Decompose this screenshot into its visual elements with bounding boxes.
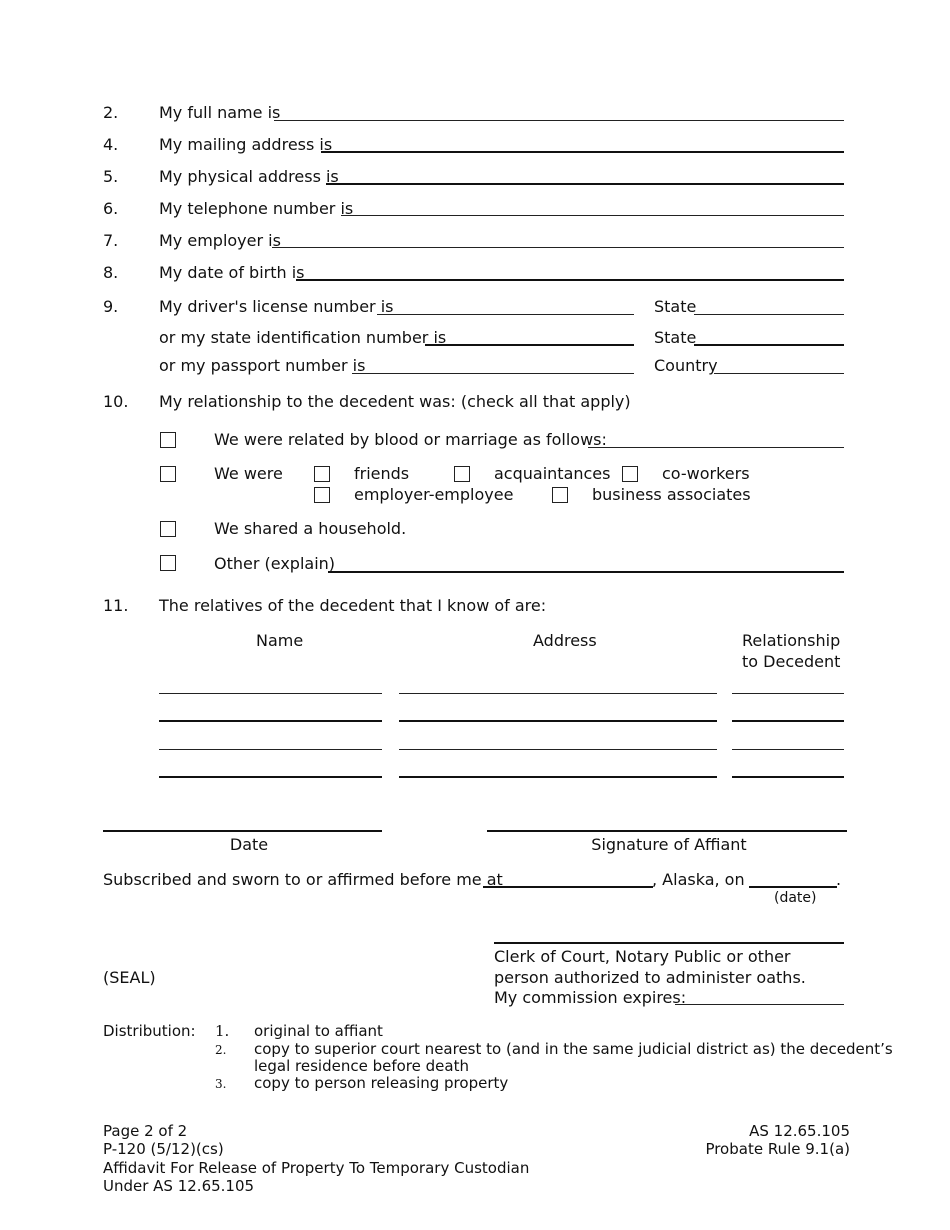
- full-name-label: My full name is: [159, 103, 281, 122]
- sworn-period: .: [836, 870, 842, 889]
- seal-label: (SEAL): [103, 968, 156, 987]
- item-number: 4.: [103, 135, 119, 154]
- business-associates-label: business associates: [592, 485, 751, 504]
- relationship-column-header: Relationship: [742, 631, 841, 650]
- relative-address-field[interactable]: [399, 693, 717, 694]
- commission-expires-field[interactable]: [675, 1004, 844, 1005]
- relatives-title: The relatives of the decedent that I know of are:: [159, 596, 547, 615]
- drivers-license-label: My driver's license number is: [159, 297, 394, 316]
- distribution-item: copy to person releasing property: [254, 1074, 509, 1092]
- other-label: Other (explain): [214, 554, 336, 573]
- full-name-field[interactable]: [274, 120, 844, 121]
- household-label: We shared a household.: [214, 519, 407, 538]
- sworn-alaska-text: , Alaska, on: [652, 870, 745, 889]
- other-checkbox[interactable]: [160, 555, 176, 571]
- employer-employee-label: employer-employee: [354, 485, 514, 504]
- item-number: 10.: [103, 392, 129, 411]
- mailing-address-label: My mailing address is: [159, 135, 333, 154]
- state-id-field[interactable]: [425, 344, 634, 346]
- affiant-signature-line[interactable]: [487, 830, 847, 832]
- related-checkbox[interactable]: [160, 432, 176, 448]
- passport-country-field[interactable]: [714, 373, 844, 374]
- distribution-item: legal residence before death: [254, 1057, 469, 1075]
- clerk-label: Clerk of Court, Notary Public or other: [494, 947, 791, 966]
- passport-label: or my passport number is: [159, 356, 366, 375]
- form-subtitle: Under AS 12.65.105: [103, 1177, 255, 1195]
- physical-address-field[interactable]: [326, 183, 844, 185]
- date-of-birth-field[interactable]: [296, 279, 844, 281]
- related-field[interactable]: [588, 447, 844, 448]
- country-label: Country: [654, 356, 718, 375]
- telephone-field[interactable]: [341, 215, 844, 216]
- item-number: 6.: [103, 199, 119, 218]
- physical-address-label: My physical address is: [159, 167, 339, 186]
- acquaintances-label: acquaintances: [494, 464, 611, 483]
- we-were-checkbox[interactable]: [160, 466, 176, 482]
- date-hint: (date): [774, 890, 817, 906]
- clerk-signature-line[interactable]: [494, 942, 844, 944]
- date-of-birth-label: My date of birth is: [159, 263, 305, 282]
- item-number: 9.: [103, 297, 119, 316]
- household-checkbox[interactable]: [160, 521, 176, 537]
- we-were-label: We were: [214, 464, 283, 483]
- form-number: P-120 (5/12)(cs): [103, 1140, 224, 1158]
- sworn-location-field[interactable]: [483, 886, 653, 888]
- distribution-number: 1.: [215, 1022, 230, 1040]
- employer-label: My employer is: [159, 231, 281, 250]
- relationship-title: My relationship to the decedent was: (check all that apply): [159, 392, 631, 411]
- employer-employee-checkbox[interactable]: [314, 487, 330, 503]
- state-id-label: or my state identification number is: [159, 328, 447, 347]
- friends-checkbox[interactable]: [314, 466, 330, 482]
- state-label: State: [654, 328, 697, 347]
- relationship-column-header: to Decedent: [742, 652, 841, 671]
- affiant-signature-label: Signature of Affiant: [591, 835, 747, 854]
- relative-name-field[interactable]: [159, 749, 382, 750]
- distribution-item: original to affiant: [254, 1022, 383, 1040]
- relative-name-field[interactable]: [159, 720, 382, 722]
- relative-relationship-field[interactable]: [732, 693, 844, 694]
- clerk-label: person authorized to administer oaths.: [494, 968, 806, 987]
- drivers-license-field[interactable]: [377, 314, 634, 315]
- mailing-address-field[interactable]: [321, 151, 844, 153]
- distribution-item: copy to superior court nearest to (and in the same judicial district as) the decedent’s: [254, 1040, 893, 1058]
- relative-name-field[interactable]: [159, 693, 382, 694]
- friends-label: friends: [354, 464, 410, 483]
- employer-field[interactable]: [272, 247, 844, 248]
- form-title: Affidavit For Release of Property To Temporary Custodian: [103, 1159, 530, 1177]
- drivers-license-state-field[interactable]: [694, 314, 844, 315]
- item-number: 2.: [103, 103, 119, 122]
- distribution-label: Distribution:: [103, 1022, 196, 1040]
- related-label: We were related by blood or marriage as follows:: [214, 430, 607, 449]
- date-signature-line[interactable]: [103, 830, 382, 832]
- distribution-number: 2.: [215, 1043, 227, 1057]
- probate-rule: Probate Rule 9.1(a): [705, 1140, 850, 1158]
- statute-reference: AS 12.65.105: [749, 1122, 850, 1140]
- item-number: 7.: [103, 231, 119, 250]
- relative-relationship-field[interactable]: [732, 749, 844, 750]
- item-number: 11.: [103, 596, 129, 615]
- name-column-header: Name: [256, 631, 304, 650]
- address-column-header: Address: [533, 631, 597, 650]
- relative-address-field[interactable]: [399, 720, 717, 722]
- acquaintances-checkbox[interactable]: [454, 466, 470, 482]
- relative-address-field[interactable]: [399, 776, 717, 778]
- passport-field[interactable]: [352, 373, 634, 374]
- relative-relationship-field[interactable]: [732, 776, 844, 778]
- coworkers-label: co-workers: [662, 464, 750, 483]
- relative-name-field[interactable]: [159, 776, 382, 778]
- telephone-label: My telephone number is: [159, 199, 354, 218]
- relative-address-field[interactable]: [399, 749, 717, 750]
- page-number: Page 2 of 2: [103, 1122, 188, 1140]
- state-label: State: [654, 297, 697, 316]
- other-explain-field[interactable]: [328, 571, 844, 573]
- state-id-state-field[interactable]: [694, 344, 844, 346]
- commission-label: My commission expires:: [494, 988, 687, 1007]
- item-number: 5.: [103, 167, 119, 186]
- date-label: Date: [229, 835, 269, 854]
- sworn-date-field[interactable]: [749, 886, 837, 888]
- item-number: 8.: [103, 263, 119, 282]
- distribution-number: 3.: [215, 1077, 227, 1091]
- relative-relationship-field[interactable]: [732, 720, 844, 722]
- sworn-text: Subscribed and sworn to or affirmed before me at: [103, 870, 503, 889]
- coworkers-checkbox[interactable]: [622, 466, 638, 482]
- business-associates-checkbox[interactable]: [552, 487, 568, 503]
